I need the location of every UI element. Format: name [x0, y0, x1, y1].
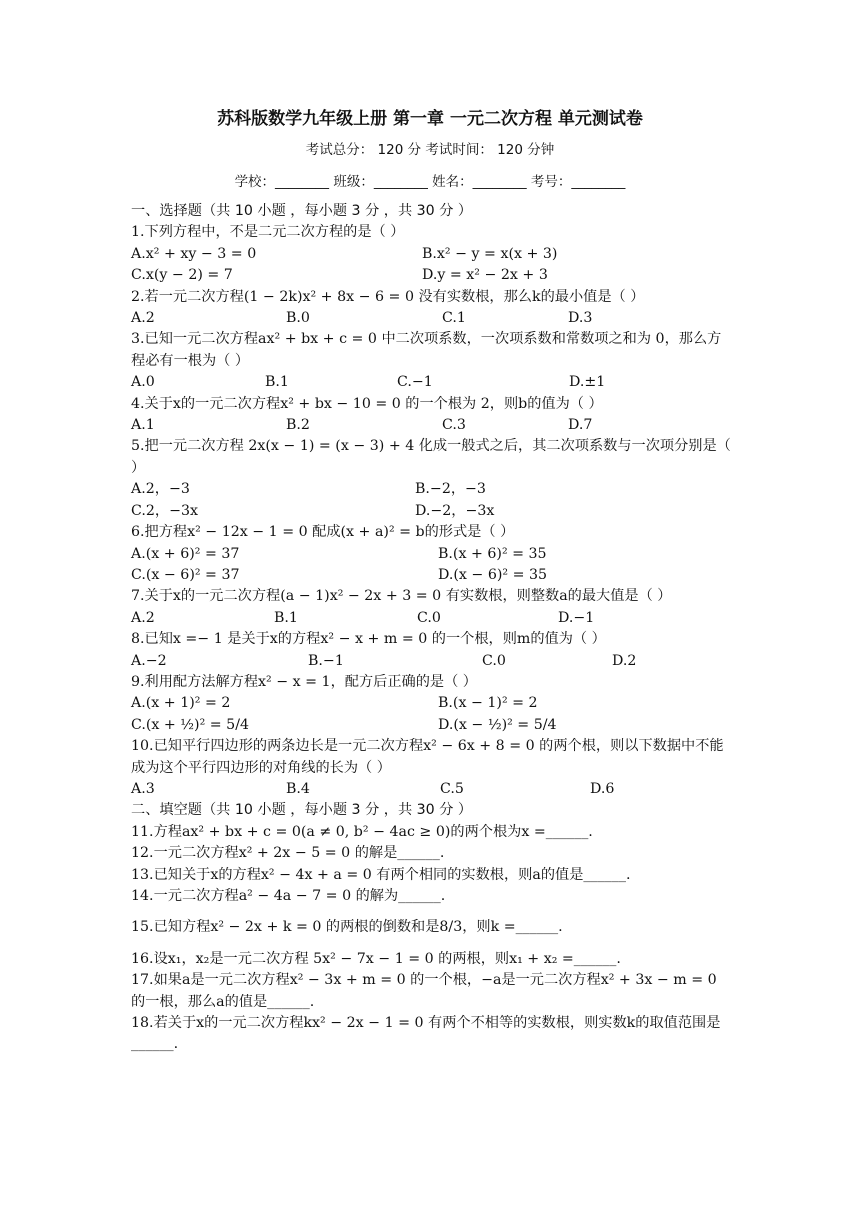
option: A.(x + 6)² = 37: [131, 545, 240, 562]
question: 3.已知一元二次方程ax² + bx + c = 0 中二次项系数，一次项系数和常数项之和为 0，那么方程必有一根为（ ）: [131, 331, 722, 369]
option-row: [131, 479, 731, 500]
question: 11.方程ax² + bx + c = 0(a ≠ 0, b² − 4ac ≥ 0)的两个根为x =______.: [131, 823, 593, 840]
question: 9.利用配方法解方程x² − x = 1，配方后正确的是（ ）: [131, 673, 477, 690]
option: B.(x − 1)² = 2: [438, 695, 538, 712]
section-heading: 一、选择题（共 10 小题 ，每小题 3 分 ，共 30 分 ）: [131, 203, 473, 219]
option-row: [131, 308, 731, 329]
option: A.−2: [131, 652, 167, 669]
option: A.x² + xy − 3 = 0: [131, 245, 257, 262]
option: B.1: [274, 609, 298, 626]
option: B.2: [286, 417, 310, 434]
option: D.−1: [558, 609, 595, 626]
option: A.2: [131, 310, 155, 327]
option-row: [131, 715, 731, 736]
option-row: [131, 565, 731, 586]
option: C.−1: [397, 374, 433, 391]
option-row: [131, 501, 731, 522]
exam-info: 考试总分： 120 分 考试时间： 120 分钟: [305, 142, 555, 158]
option: A.2: [131, 609, 155, 626]
option: B.−1: [308, 652, 344, 669]
option: C.0: [482, 652, 506, 669]
option: D.2: [612, 652, 637, 669]
question: 16.设x₁，x₂是一元二次方程 5x² − 7x − 1 = 0 的两根，则x₁ + x₂ =______.: [131, 950, 621, 967]
spacer: [131, 939, 731, 949]
option: B.0: [286, 310, 310, 327]
option: C.(x − 6)² = 37: [131, 566, 240, 583]
option-row: [131, 608, 731, 629]
option: D.±1: [569, 374, 606, 391]
question: 7.关于x的一元二次方程(a − 1)x² − 2x + 3 = 0 有实数根，则整数a的最大值是（ ）: [131, 588, 672, 605]
option: C.x(y − 2) = 7: [131, 267, 233, 284]
question: 13.已知关于x的方程x² − 4x + a = 0 有两个相同的实数根，则a的值是______.: [131, 866, 631, 883]
question: 8.已知x =− 1 是关于x的方程x² − x + m = 0 的一个根，则m的值为（ ）: [131, 631, 606, 648]
option: B.1: [265, 374, 289, 391]
option: A.(x + 1)² = 2: [131, 695, 231, 712]
option-row: [131, 779, 731, 800]
option: D.y = x² − 2x + 3: [422, 267, 548, 284]
option: C.2，−3x: [131, 502, 198, 519]
option-row: [131, 544, 731, 565]
option-row: [131, 244, 731, 265]
option: C.5: [440, 780, 464, 797]
student-info: 学校：________ 班级：________ 姓名：________ 考号：________: [234, 174, 626, 190]
page-title: 苏科版数学九年级上册 第一章 一元二次方程 单元测试卷: [217, 109, 643, 129]
option: D.(x − 6)² = 35: [438, 566, 548, 583]
question: 5.把一元二次方程 2x(x − 1) = (x − 3) + 4 化成一般式之后，其二次项系数与一次项分别是（ ）: [131, 438, 731, 476]
question: 2.若一元二次方程(1 − 2k)x² + 8x − 6 = 0 没有实数根，那么k的最小值是（ ）: [131, 288, 645, 305]
option: A.2，−3: [131, 481, 190, 498]
question: 17.如果a是一元二次方程x² − 3x + m = 0 的一个根，−a是一元二次方程x² + 3x − m = 0 的一根，那么a的值是______.: [131, 972, 717, 1010]
option: B.−2，−3: [415, 481, 486, 498]
option: C.3: [442, 417, 466, 434]
question: 18.若关于x的一元二次方程kx² − 2x − 1 = 0 有两个不相等的实数根，则实数k的取值范围是______.: [131, 1015, 721, 1053]
question: 4.关于x的一元二次方程x² + bx − 10 = 0 的一个根为 2，则b的值为（ ）: [131, 395, 603, 412]
option: D.−2，−3x: [415, 502, 495, 519]
option-row: [131, 693, 731, 714]
option-row: [131, 372, 731, 393]
option: B.(x + 6)² = 35: [438, 545, 547, 562]
option: D.7: [568, 417, 593, 434]
question-list: [131, 201, 731, 1056]
question: 15.已知方程x² − 2x + k = 0 的两根的倒数和是8/3，则k =______.: [131, 919, 563, 936]
option-row: [131, 415, 731, 436]
option: A.1: [131, 417, 155, 434]
question: 14.一元二次方程a² − 4a − 7 = 0 的解为______.: [131, 888, 446, 904]
option: A.0: [131, 374, 155, 391]
option: C.(x + ½)² = 5/4: [131, 716, 250, 733]
option: B.4: [286, 780, 310, 797]
option: A.3: [131, 780, 155, 797]
option-row: [131, 265, 731, 286]
spacer: [131, 907, 731, 917]
question: 1.下列方程中，不是二元二次方程的是（ ）: [131, 224, 405, 241]
question: 6.把方程x² − 12x − 1 = 0 配成(x + a)² = b的形式是（ ）: [131, 524, 515, 541]
question: 10.已知平行四边形的两条边长是一元二次方程x² − 6x + 8 = 0 的两个根，则以下数据中不能成为这个平行四边形的对角线的长为（ ）: [131, 738, 724, 776]
option: D.3: [568, 310, 593, 327]
question: 12.一元二次方程x² + 2x − 5 = 0 的解是______.: [131, 845, 445, 862]
section-heading: 二、填空题（共 10 小题 ，每小题 3 分 ，共 30 分 ）: [131, 802, 473, 819]
option: B.x² − y = x(x + 3): [422, 245, 558, 262]
option: D.6: [590, 780, 615, 797]
option: C.0: [417, 609, 441, 626]
option: C.1: [442, 310, 466, 327]
option-row: [131, 651, 731, 672]
option: D.(x − ½)² = 5/4: [438, 716, 557, 733]
